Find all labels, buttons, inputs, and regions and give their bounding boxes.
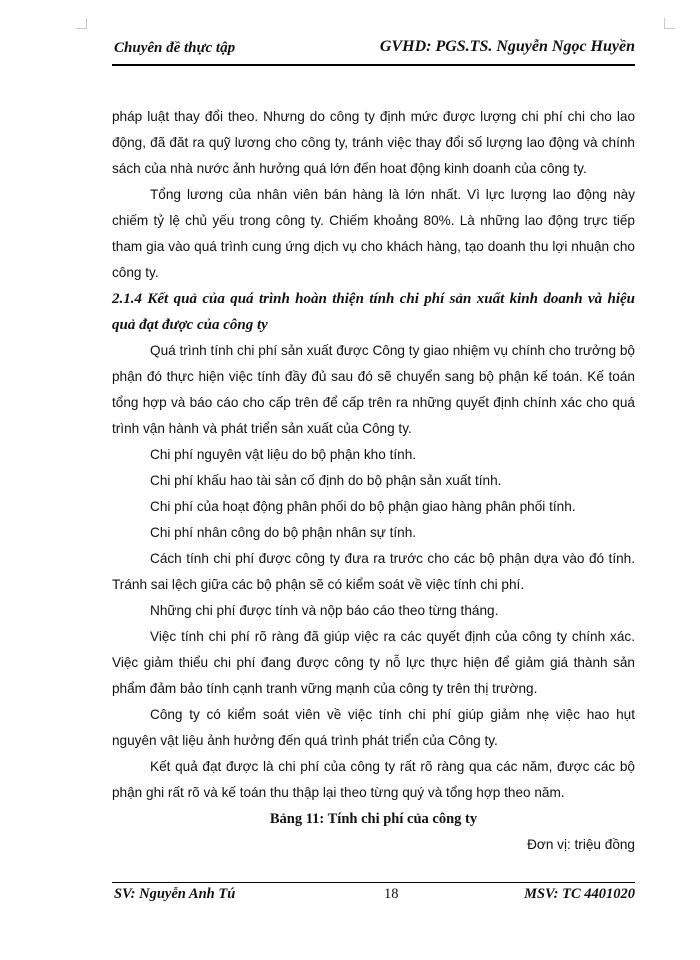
page-header xyxy=(112,40,635,64)
corner-mark-top-right xyxy=(664,18,675,29)
section-heading: 2.1.4 Kết quả của quá trình hoàn thiện tính chi phí sản xuất kinh doanh và hiệu quả đạt được của công ty xyxy=(112,291,635,333)
paragraph: Chi phí nguyên vật liệu do bộ phận kho tính. xyxy=(150,447,417,462)
footer-divider xyxy=(112,882,635,883)
paragraph: Tổng lương của nhân viên bán hàng là lớn nhất. Vì lực lượng lao động này chiếm tỷ lệ chủ yếu trong công ty. Chiếm khoảng 80%. Là những lao động trực tiếp tham gia vào quá trình cung ứng dịch vụ cho khách hàng, tạo doanh thu lợi nhuận cho công ty. xyxy=(112,187,635,280)
paragraph: Cách tính chi phí được công ty đưa ra trước cho các bộ phận dựa vào đó tính. Tránh sai lệch giữa các bộ phận sẽ có kiểm soát về việc tính chi phí. xyxy=(112,551,635,592)
paragraph: Chi phí khấu hao tài sản cố định do bộ phận sản xuất tính. xyxy=(150,473,502,488)
paragraph: Việc tính chi phí rõ ràng đã giúp việc ra các quyết định của công ty chính xác. Việc giảm thiểu chi phí đang được công ty nỗ lực thực hiện để giảm giá thành sản phẩm đảm bảo tính cạnh tranh vững mạnh của công ty trên thị trường. xyxy=(112,629,635,696)
page-footer xyxy=(112,886,635,908)
page-body xyxy=(112,104,635,858)
paragraph: Kết quả đạt được là chi phí của công ty rất rõ ràng qua các năm, được các bộ phận ghi rất rõ và kế toán thu thập lại theo từng quý và tổng hợp theo năm. xyxy=(112,759,635,800)
paragraph: Chi phí của hoạt động phân phối do bộ phận giao hàng phân phối tính. xyxy=(150,499,576,514)
paragraph: Những chi phí được tính và nộp báo cáo theo từng tháng. xyxy=(150,603,499,618)
header-supervisor: GVHD: PGS.TS. Nguyễn Ngọc Huyền xyxy=(379,38,635,55)
paragraph: Công ty có kiểm soát viên về việc tính chi phí giúp giảm nhẹ việc hao hụt nguyên vật liệu ảnh hưởng đến quá trình phát triển của Công ty. xyxy=(112,707,635,748)
footer-student-name: SV: Nguyễn Anh Tú xyxy=(114,886,236,902)
unit-label: Đơn vị: triệu đồng xyxy=(527,837,635,852)
header-report-type: Chuyên đề thực tập xyxy=(114,40,236,56)
paragraph: Quá trình tính chi phí sản xuất được Công ty giao nhiệm vụ chính cho trưởng bộ phận đó thực hiện việc tính đầy đủ sau đó sẽ chuyển sang bộ phận kế toán. Kế toán tổng hợp và báo cáo cho cấp trên để cấp trên ra những quyết định chính xác cho quá trình vận hành và phát triển sản xuất của Công ty. xyxy=(112,343,635,436)
header-divider xyxy=(112,64,635,66)
paragraph: pháp luật thay đổi theo. Nhưng do công ty định mức được lượng chi phí chi cho lao động, đã đăt ra quỹ lương cho công ty, tránh việc thay đổi số lượng lao động và chính sách của nhà nước ảnh hưởng quá lớn đến hoat động kinh doanh của công ty. xyxy=(112,109,635,176)
paragraph: Chi phí nhân công do bộ phận nhân sự tính. xyxy=(150,525,417,540)
table-caption: Bảng 11: Tính chi phí của công ty xyxy=(269,811,478,827)
page-number: 18 xyxy=(384,886,399,902)
corner-mark-top-left xyxy=(76,18,87,29)
footer-student-id: MSV: TC 4401020 xyxy=(524,886,635,902)
